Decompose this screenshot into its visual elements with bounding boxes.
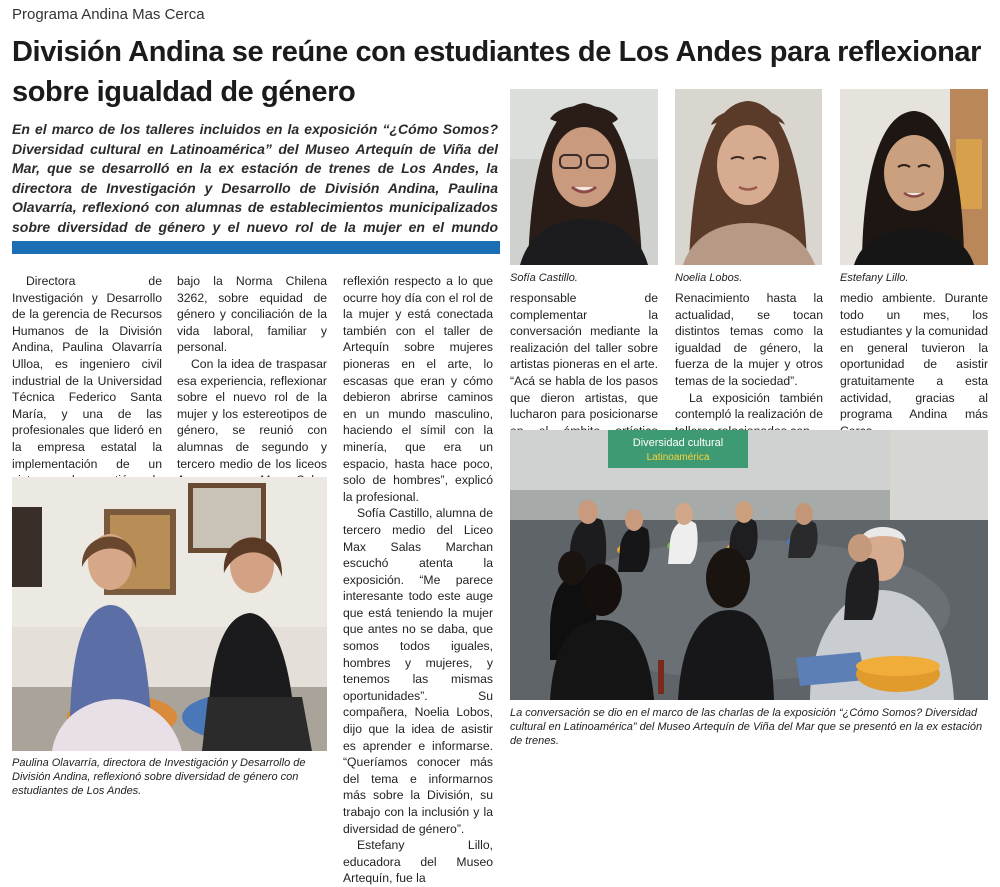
text-column-2 [177, 273, 327, 505]
portrait-caption-2: Noelia Lobos. [675, 272, 743, 284]
portrait-estefany [840, 89, 988, 265]
portrait-noelia [675, 89, 822, 265]
photo-conversation-left [12, 477, 327, 751]
text-column-5 [675, 290, 823, 439]
photo-right-caption: La conversación se dio en el marco de las charlas de la exposición “¿Cómo Somos? Diversidad cultural en Latinoamérica” del Museo Artequín de Viña del Mar que se presentó en la ex estación de trenes. [510, 707, 983, 747]
section-kicker: Programa Andina Mas Cerca [12, 6, 205, 23]
banner-text: Diversidad cultural [632, 437, 724, 449]
portrait-sofia [510, 89, 658, 265]
headline: División Andina se reúne con estudiantes de Los Andes para reflexionar sobre igualdad de género [12, 36, 982, 108]
paragraph: Sofía Castillo, alumna de tercero medio del Liceo Max Salas Marchan escuchó atenta la exposición. “Me parece interesante todo este auge que está teniendo la mujer que antes no se daba, que somos todos iguales, hombres y mujeres, y tenemos las mismas oportunidades”. Su compañera, Noelia Lobos, dijo que la idea de asistir es aprender e informarse. “Queríamos conocer más del tema e informarnos más sobre la División, su trabajo con la inclusión y la diversidad de género”. [343, 506, 493, 836]
paragraph: reflexión respecto a lo que ocurre hoy día con el rol de la mujer y está conectada también con el taller de Artequín sobre mujeres pioneras en el arte, lo escasas que eran y cómo debieron abrirse caminos en un mundo masculino, haciendo el símil con la minería, que era un espacio, hasta hace poco, solo de hombres”, explicó la profesional. [343, 274, 493, 504]
paragraph: Renacimiento hasta la actualidad, se tocan distintos temas como la igualdad de género, la fuerza de la mujer y otros temas de la sociedad”. [675, 291, 823, 388]
accent-rule [12, 241, 500, 254]
text-column-6 [840, 290, 988, 439]
paragraph: responsable de complementar la conversación mediante la realización del taller sobre artistas pioneras en el arte. “Acá se habla de los pasos que dieron artistas, que lucharon para posicionarse [510, 291, 658, 422]
paragraph: Estefany Lillo, educadora del Museo Artequín, fue la [343, 838, 493, 886]
paragraph: bajo la Norma Chilena 3262, sobre equidad de género y conciliación de la vida laboral, familiar y personal. [177, 274, 327, 355]
text-column-3 [343, 273, 493, 887]
paragraph: Directora de Investigación y Desarrollo de la gerencia de Recursos Humanos de la División Andina, Paulina Olavarría Ulloa, es ingeniero civil industrial de la Universidad Técnica Federico Santa María, y una de las profesionales que lideró en la empresa estatal la implementación de un [12, 274, 162, 471]
paragraph: La exposición también contempló la realización de [675, 390, 823, 422]
paragraph: medio ambiente. Durante todo un mes, los estudiantes y la comunidad en general tuvieron la oportunidad de asistir gratuitamente a esta actividad, gracias al programa Andina más [840, 291, 988, 422]
photo-group-workshop [510, 430, 988, 700]
photo-left-caption: Paulina Olavarría, directora de Investigación y Desarrollo de División Andina, reflexionó sobre diversidad de género con estudiantes de Los Andes. [12, 757, 306, 797]
banner-text-2: Latinoamérica [646, 452, 710, 463]
lead-paragraph: En el marco de los talleres incluidos en la exposición “¿Cómo Somos? Diversidad cultural en Latinoamérica” del Museo Artequín de Viña del Mar, que se desarrolló en la ex estación de trenes de Los Andes, la directora de Investigación y Desarrollo de División Andina, Paulina Olavarría, reflexionó con alumnas de establecimientos municipalizados sobre diversidad de género y el nuevo rol de la mujer en el mundo [12, 121, 498, 235]
portrait-caption-1: Sofía Castillo. [510, 272, 578, 284]
portrait-caption-3: Estefany Lillo. [840, 272, 909, 284]
paragraph: Con la idea de traspasar esa experiencia, reflexionar sobre el nuevo rol de la mujer y los estereotipos de género, se reunió con alumnas de segundo y tercero medio de los liceos [177, 356, 327, 471]
